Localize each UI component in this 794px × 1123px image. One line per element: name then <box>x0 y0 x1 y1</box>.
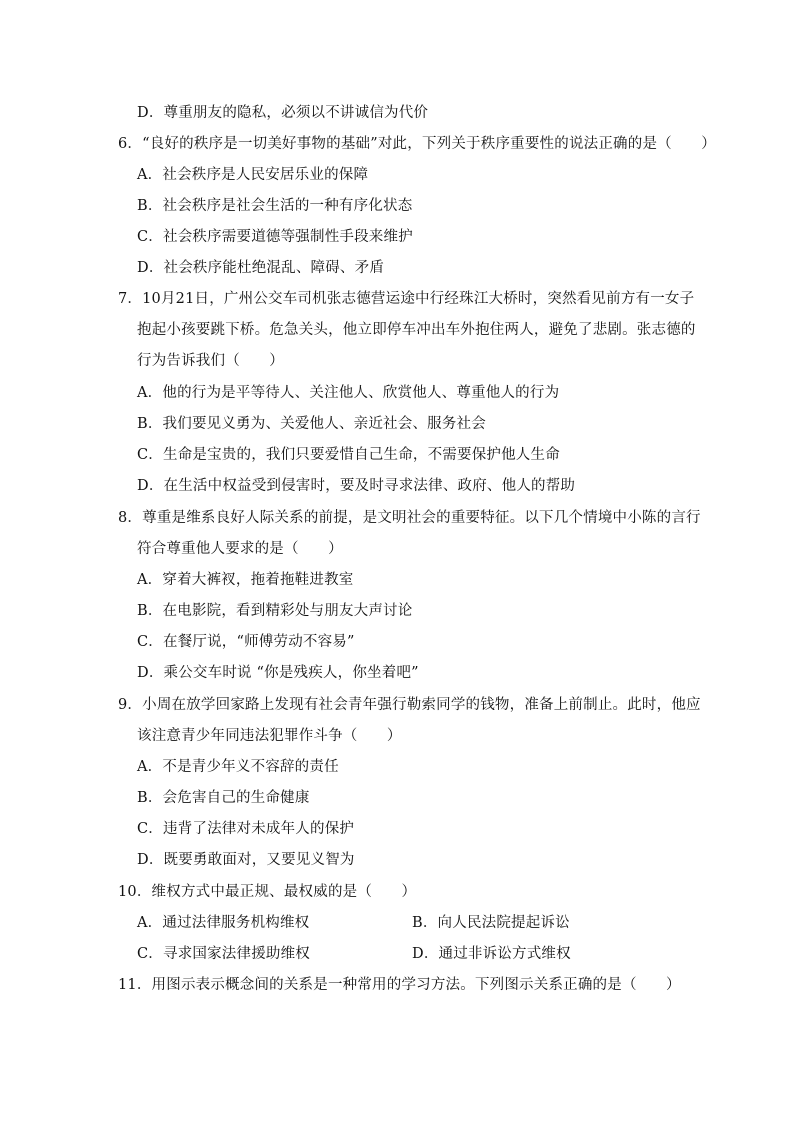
q9-option-a: A．不是青少年义不容辞的责任 <box>137 759 339 775</box>
q8-stem-line-1: 8．尊重是维系良好人际关系的前提，是文明社会的重要特征。以下几个情境中小陈的言行 <box>118 510 701 526</box>
q10-option-a: A．通过法律服务机构维权 <box>137 915 310 931</box>
q8-option-a: A．穿着大裤衩，拖着拖鞋进教室 <box>137 572 354 588</box>
q6-option-b: B．社会秩序是社会生活的一种有序化状态 <box>137 198 413 214</box>
q10-option-c: C．寻求国家法律援助维权 <box>137 946 310 962</box>
q8-option-b: B．在电影院，看到精彩处与朋友大声讨论 <box>137 603 413 619</box>
q8-stem-line-2: 符合尊重他人要求的是（ ） <box>137 541 343 557</box>
q10-stem: 10．维权方式中最正规、最权威的是（ ） <box>118 884 417 900</box>
q6-option-a: A．社会秩序是人民安居乐业的保障 <box>137 167 369 183</box>
q7-option-c: C．生命是宝贵的，我们只要爱惜自己生命，不需要保护他人生命 <box>137 447 560 463</box>
q7-stem-line-1: 7．10月21日，广州公交车司机张志德营运途中行经珠江大桥时，突然看见前方有一女子 <box>118 291 695 307</box>
q7-option-b: B．我们要见义勇为、关爱他人、亲近社会、服务社会 <box>137 416 486 432</box>
q10-option-b: B．向人民法院提起诉讼 <box>412 915 570 931</box>
q6-option-c: C．社会秩序需要道德等强制性手段来维护 <box>137 229 413 245</box>
q6-stem: 6．“良好的秩序是一切美好事物的基础”对此，下列关于秩序重要性的说法正确的是（ ） <box>118 136 716 152</box>
q9-option-d: D．既要勇敢面对，又要见义智为 <box>137 852 355 868</box>
q7-option-d: D．在生活中权益受到侵害时，要及时寻求法律、政府、他人的帮助 <box>137 478 576 494</box>
q8-option-d: D．乘公交车时说 “你是残疾人，你坐着吧” <box>137 665 419 681</box>
q10-option-d: D．通过非诉讼方式维权 <box>412 946 571 962</box>
q9-stem-line-1: 9．小周在放学回家路上发现有社会青年强行勒索同学的钱物，准备上前制止。此时，他应 <box>118 697 701 713</box>
q9-stem-line-2: 该注意青少年同违法犯罪作斗争（ ） <box>137 728 402 744</box>
q5-option-d: D．尊重朋友的隐私，必须以不讲诚信为代价 <box>137 105 429 121</box>
q8-option-c: C．在餐厅说，“师傅劳动不容易” <box>137 634 355 650</box>
q7-stem-line-3: 行为告诉我们（ ） <box>137 353 284 369</box>
q11-stem: 11．用图示表示概念间的关系是一种常用的学习方法。下列图示关系正确的是（ ） <box>118 977 681 993</box>
q7-stem-line-2: 抱起小孩要跳下桥。危急关头，他立即停车冲出车外抱住两人，避免了悲剧。张志德的 <box>137 322 696 338</box>
q6-option-d: D．社会秩序能杜绝混乱、障碍、矛盾 <box>137 260 385 276</box>
q9-option-b: B．会危害自己的生命健康 <box>137 790 310 806</box>
q9-option-c: C．违背了法律对未成年人的保护 <box>137 821 355 837</box>
q7-option-a: A．他的行为是平等待人、关注他人、欣赏他人、尊重他人的行为 <box>137 385 560 401</box>
